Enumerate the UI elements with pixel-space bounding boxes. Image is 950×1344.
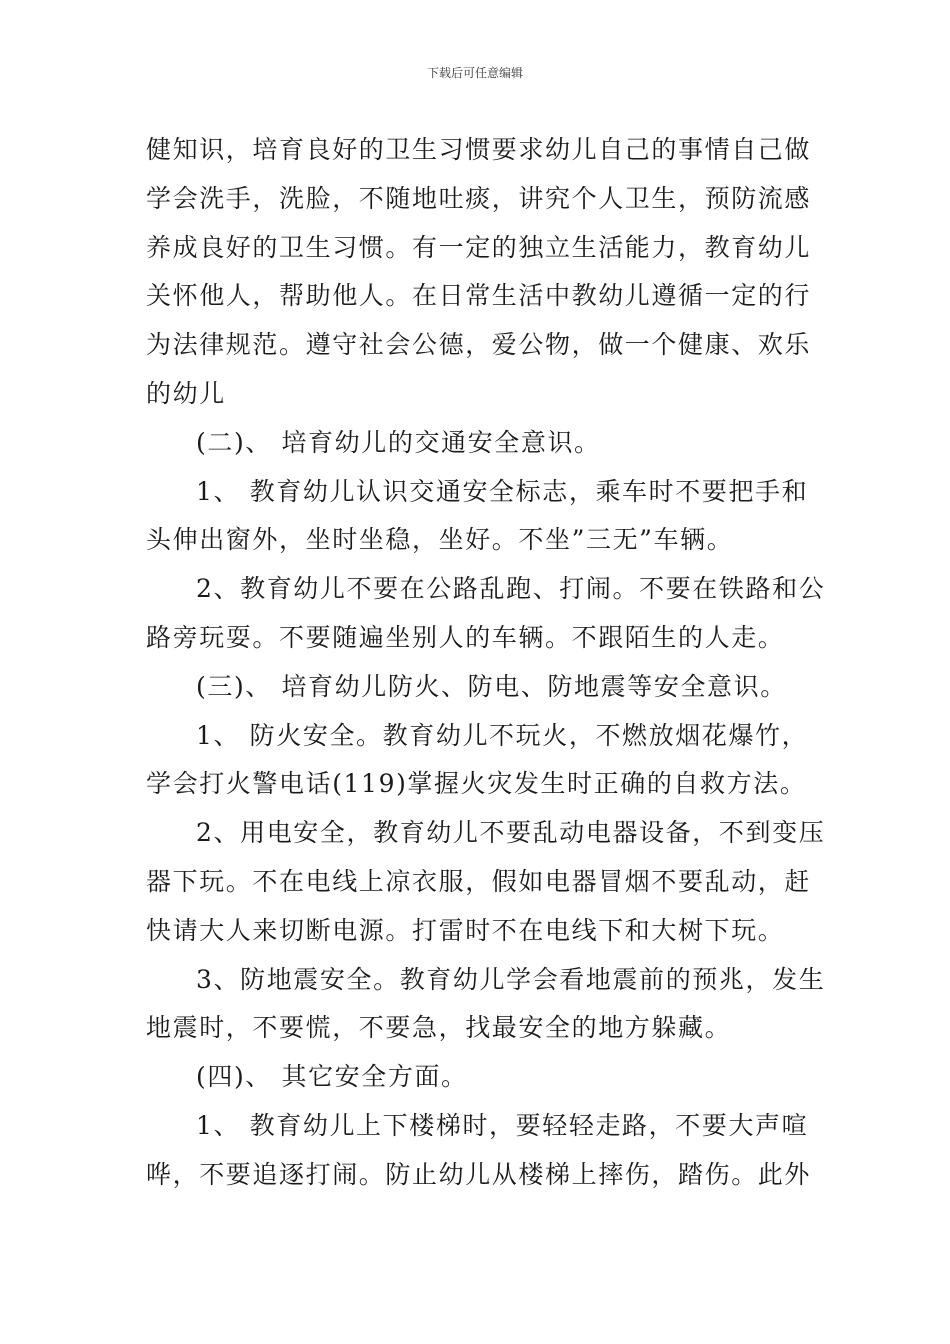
body-line: 3、防地震安全。教育幼儿学会看地震前的预兆，发生 — [196, 964, 826, 994]
body-line: 健知识，培育良好的卫生习惯要求幼儿自己的事情自己做 — [146, 135, 812, 164]
section-heading: (二)、 培育幼儿的交通安全意识。 — [196, 427, 601, 457]
body-line: 地震时，不要慌，不要急，找最安全的地方躲藏。 — [146, 1013, 732, 1043]
body-line: 1、 教育幼儿认识交通安全标志，乘车时不要把手和 — [196, 476, 809, 506]
body-line: 学会打火警电话(119)掌握火灾发生时正确的自救方法。 — [146, 769, 807, 799]
body-line: 养成良好的卫生习惯。有一定的独立生活能力，教育幼儿 — [146, 232, 812, 262]
body-line: 哗，不要追逐打闹。防止幼儿从楼梯上摔伤，踏伤。此外 — [146, 1159, 812, 1189]
body-line: 2、教育幼儿不要在公路乱跑、打闹。不要在铁路和公 — [196, 574, 826, 604]
body-line: 学会洗手，洗脸，不随地吐痰，讲究个人卫生，预防流感 — [146, 183, 812, 213]
body-line: 快请大人来切断电源。打雷时不在电线下和大树下玩。 — [146, 915, 785, 945]
body-line: 1、 防火安全。教育幼儿不玩火，不燃放烟花爆竹， — [196, 720, 809, 750]
body-line: 头伸出窗外，坐时坐稳，坐好。不坐”三无”车辆。 — [146, 525, 734, 555]
body-line: 路旁玩耍。不要随遍坐别人的车辆。不跟陌生的人走。 — [146, 622, 785, 652]
body-line: 1、 教育幼儿上下楼梯时，要轻轻走路，不要大声喧 — [196, 1110, 809, 1140]
body-line: 器下玩。不在电线上凉衣服，假如电器冒烟不要乱动，赶 — [146, 866, 812, 896]
body-line: 的幼儿 — [146, 378, 226, 408]
section-heading: (四)、 其它安全方面。 — [196, 1062, 468, 1092]
body-line: 关怀他人，帮助他人。在日常生活中教幼儿遵循一定的行 — [146, 281, 812, 311]
page-header-note: 下载后可任意编辑 — [426, 66, 523, 80]
document-body — [146, 126, 826, 1200]
section-heading: (三)、 培育幼儿防火、防电、防地震等安全意识。 — [196, 671, 787, 701]
body-line: 2、用电安全，教育幼儿不要乱动电器设备，不到变压 — [196, 818, 826, 848]
body-line: 为法律规范。遵守社会公德，爱公物，做一个健康、欢乐 — [146, 330, 812, 360]
